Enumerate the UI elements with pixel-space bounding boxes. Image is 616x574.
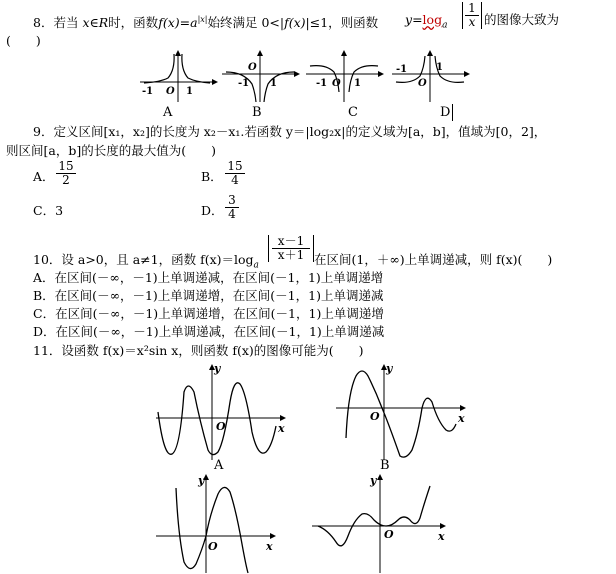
q11a-origin-label: O bbox=[216, 420, 226, 433]
q11-graph-c bbox=[154, 474, 294, 574]
q8d-origin-label: O bbox=[418, 78, 427, 89]
q11-graph-b bbox=[326, 362, 476, 462]
q11b-y-label: y bbox=[386, 362, 393, 375]
q8-option-b-label: B bbox=[252, 105, 262, 120]
q10-option-d: D．在区间(－∞，－1)上单调递减，在区间(－1，1)上单调递减 bbox=[33, 324, 385, 339]
q11a-x-label: x bbox=[278, 422, 285, 435]
q11b-x-label: x bbox=[458, 412, 465, 425]
q8-option-d-label: D bbox=[440, 105, 451, 120]
q8-graph-c bbox=[306, 50, 386, 104]
q11-stem: 11．设函数 f(x)＝x²sin x，则函数 f(x)的图像可能为( ) bbox=[33, 343, 364, 358]
q8c-origin-label: O bbox=[332, 78, 341, 89]
q8-option-c-label: C bbox=[348, 105, 358, 120]
q8-tail: 的图像大致为 bbox=[484, 12, 560, 27]
q8-graph-a bbox=[140, 50, 220, 104]
q11d-y-label: y bbox=[370, 474, 377, 487]
q11-option-a-label: A bbox=[214, 458, 224, 473]
q8-line: 8．若当 x∈R时，函数$f(x)=a^{|x|}$始终满足 0<|f(x)|≤1，则函数 bbox=[33, 15, 379, 31]
q11a-y-label: y bbox=[214, 362, 221, 375]
q8c-neg1-label: -1 bbox=[316, 78, 328, 89]
q11d-origin-label: O bbox=[384, 528, 394, 541]
q11c-origin-label: O bbox=[208, 540, 218, 553]
q8c-one-label: 1 bbox=[354, 78, 361, 89]
q8-option-a-label: A bbox=[163, 105, 173, 120]
q10-stem-pre: 10．设 a>0，且 a≠1，函数 $f(x)=\log_a$ bbox=[33, 252, 259, 271]
q9-option-a-label: A． bbox=[33, 169, 55, 184]
q9-option-b-label: B． bbox=[201, 169, 223, 184]
q11c-y-label: y bbox=[198, 474, 205, 487]
q11c-x-label: x bbox=[266, 540, 273, 553]
q8-paren: ( ) bbox=[6, 33, 41, 48]
q9-option-d-fraction: $\frac{3}{4}$ bbox=[225, 194, 239, 221]
q11b-origin-label: O bbox=[370, 410, 380, 423]
q10-stem-post: 在区间(1，＋∞)上单调递减，则 f(x)( ) bbox=[314, 252, 553, 267]
q8-graph-b bbox=[222, 50, 302, 104]
q8b-one-label: 1 bbox=[270, 78, 277, 89]
q9-line1: 9．定义区间[x₁，x₂]的长度为 x₂－x₁.若函数 y＝|log₂x|的定义域为[a，b]，值域为[0，2]， bbox=[33, 124, 547, 139]
q8-abs-fraction: $\frac{1}{x}$ bbox=[462, 2, 482, 29]
q11-option-b-label: B bbox=[380, 458, 390, 473]
q11-graph-d bbox=[306, 474, 456, 574]
q8-number: 8． bbox=[33, 15, 54, 31]
q9-option-b-fraction: $\frac{15}{4}$ bbox=[225, 160, 245, 187]
q11d-x-label: x bbox=[438, 530, 445, 543]
q8a-one-label: 1 bbox=[186, 86, 193, 97]
q8d-one-label: 1 bbox=[436, 62, 443, 73]
q9-option-d-label: D． bbox=[201, 203, 224, 218]
q9-line2: 则区间[a，b]的长度的最大值为( ) bbox=[6, 143, 216, 158]
q8-graph-d bbox=[392, 50, 472, 104]
q10-option-a: A．在区间(－∞，－1)上单调递减，在区间(－1，1)上单调递增 bbox=[33, 270, 384, 285]
q8b-neg1-label: -1 bbox=[238, 78, 250, 89]
q10-option-c: C．在区间(－∞，－1)上单调递增，在区间(－1，1)上单调递增 bbox=[33, 306, 384, 321]
q9-option-a-fraction: $\frac{15}{2}$ bbox=[56, 160, 76, 187]
q8a-origin-label: O bbox=[166, 86, 175, 97]
q11-graph-a bbox=[154, 362, 294, 462]
q8d-neg1-label: -1 bbox=[396, 64, 408, 75]
q9-option-c-label: C．3 bbox=[33, 203, 64, 218]
text-cursor bbox=[452, 104, 453, 121]
q8-log-expr: $y=\log_a$ bbox=[405, 12, 448, 31]
q10-abs-fraction: $\frac{x-1}{x+1}$ bbox=[268, 235, 314, 262]
q8a-neg1-label: -1 bbox=[142, 86, 154, 97]
q10-option-b: B．在区间(－∞，－1)上单调递增，在区间(－1，1)上单调递减 bbox=[33, 288, 384, 303]
q8b-origin-label: O bbox=[248, 62, 257, 73]
